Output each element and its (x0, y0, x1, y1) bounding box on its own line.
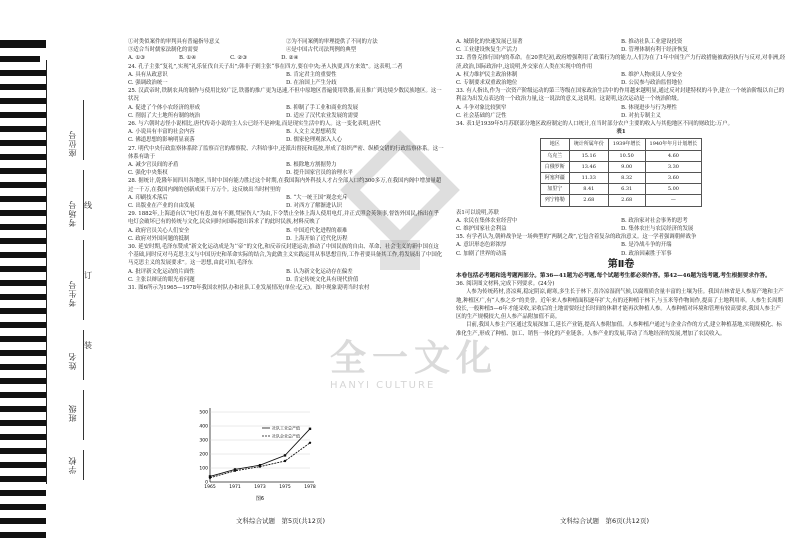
q25-options (128, 104, 444, 120)
table-header: 1940年年月计划增长 (645, 139, 702, 150)
option: B. ①④ (179, 55, 197, 62)
left-column (128, 38, 444, 292)
data-point (309, 428, 311, 430)
table-header: 统计所属年份 (569, 139, 608, 150)
option: A. 农民在集体农业经营中 (456, 217, 518, 224)
field-name: 姓名 (68, 352, 77, 370)
x-tick-label: 1978 (304, 485, 316, 490)
x-tick-label: 1975 (279, 485, 291, 490)
question-27: 27. 明代中央行政监察体系除了监察百官的都察院、六科给事中,还派出督抚和巡按,形成了组织严密、纵横交错的行政监察体系。这一体系有助于 (128, 145, 444, 160)
data-table (540, 138, 703, 206)
option: C. 强化中央集权 (128, 170, 168, 177)
option: D. 儒家伦理观深入人心 (286, 137, 343, 144)
table-row (540, 173, 702, 184)
field-school: 学校 (68, 456, 77, 474)
question-28: 28. 据统计,乾隆年间四川各地区,当时中国有能力胜过这个时期,在我国海内外科技人才占全部人口约300多万,在我国内阁中增加量超过一千万,在我国内阁的创新成果千万万个。这反映出当时村里的 (128, 178, 442, 193)
question-30: 30. 延安时期,毛泽东赞成“新文化运动成是为‘‘帝’’的文化,和反帝反封建运动,推动了中国民族的自由、革命、社会主义的新中国在这个基础,同时反对马克思主义与中国历史和革命实际的结合,为此做主义实践运用从事思想宣传,工作者要具备其工作,将发展出了中国化马克思主义的发展要求”。这一思想,由此可知,毛泽东 (128, 244, 443, 267)
table-cell: 加里宁 (540, 184, 569, 195)
data-point (309, 442, 311, 444)
option: ②为不同案例的审理提供了不同的方法 (286, 39, 378, 45)
option: B. 认为新文化运动存在偏差 (286, 268, 353, 275)
option: B. 是冷战斗争的开端 (621, 242, 672, 249)
option: A. 城镇化的快速发展已显著 (456, 39, 523, 45)
q30-options (128, 268, 444, 284)
option: B. 人文主义思想萌发 (286, 129, 337, 136)
table-cell: 阿塞拜疆 (540, 173, 569, 184)
option: B. 维护人物成员人身安全 (621, 71, 683, 78)
option: B. 肯定君主的重要性 (286, 71, 337, 78)
data-point (259, 465, 261, 467)
table-cell: 15.16 (569, 150, 608, 161)
y-tick-label: 400 (199, 424, 208, 430)
table-cell: 2.68 (569, 195, 608, 206)
table-cell: — (645, 195, 702, 206)
option: C. 削弱了大土地所有制的统治 (128, 112, 201, 119)
watermark-english: HANYI CULTURE (330, 380, 436, 391)
legend-label: 社队企业总产值 (272, 433, 300, 439)
table-cell: 乌克兰 (540, 150, 569, 161)
q29-options (128, 227, 444, 243)
q23-options (128, 38, 444, 54)
y-tick-label: 0 (205, 480, 208, 486)
material-paragraph-2: 目前,我国人参主产区通过发展深加工,延长产业链,提高人参附加值。人参种植户通过与企业合作的方式,建立种植基地,实现规模化、标准化生产,形成了种植、加工、销售一体化的产业链条。人参产业的发展,带动了当地经济的发展,增加了农民收入。 (456, 322, 782, 337)
data-point (209, 477, 211, 479)
question-32: 32. 普鲁克推行国内的革命。在20世纪初,政府增强利用了政策行为的能力,人们为在了1年中间生产力行政措施被政府执行与反对,对非洲,经济,政治,国际政治中,这说明,外交家在人类在实现中的作用 (456, 55, 786, 70)
table-cell: 11.33 (569, 173, 608, 184)
data-point (234, 470, 236, 472)
question-36: 36. 阅读图文材料,完成下列要求。(24分) (456, 281, 555, 288)
option: A. 印刷技术落后 (128, 194, 168, 201)
option: D. 管理体制有利于经济恢复 (621, 47, 688, 54)
table-header: 1939年增长 (608, 139, 645, 150)
option: B. 政治家对社会事务的思考 (621, 217, 688, 224)
seal-word-order: 订 (84, 271, 92, 280)
y-tick-label: 200 (199, 452, 208, 458)
option: C. ②③ (230, 55, 248, 62)
option: C. 加剧了世界的动荡 (456, 250, 507, 257)
option: C. 社会基础的广泛性 (456, 112, 507, 119)
field-class: 班级 (68, 404, 77, 422)
option: B. 推动社队工业建设投资 (621, 39, 683, 45)
question-34-followup: 表1可以说明,苏联 (456, 209, 499, 216)
seal-word-line: 线 (84, 201, 92, 210)
page-footer-left: 文科综合试题 第5页(共12页) (236, 517, 325, 525)
watermark-text: 全一文化 (330, 338, 499, 379)
table-cell: 3.30 (645, 161, 702, 172)
table-header-row (540, 139, 702, 150)
option: B. 抑制了手工业和商业的发展 (286, 104, 359, 111)
option: ④是中国古代司法判例的典型 (286, 47, 357, 54)
table-row (540, 161, 702, 172)
y-tick-label: 500 (199, 410, 208, 416)
option: D. 适应了汉代农业发展的需要 (286, 112, 359, 119)
option: C. 专制要求双重政治地位 (456, 80, 518, 87)
data-point (284, 460, 286, 462)
field-line (83, 100, 84, 160)
field-line (83, 450, 84, 480)
option: A. 斗争对象比较狭窄 (456, 104, 507, 111)
page-footer-right: 文科综合试题 第6页(共12页) (560, 517, 649, 525)
option: D. 在治国上产生分歧 (286, 80, 337, 87)
field-candidate-number: 考生号 (68, 280, 77, 307)
option: A. 减少官员间的矛盾 (128, 162, 179, 169)
question-24: 24. 孔子主张“复礼”,实现“礼乐征伐自天子出”;韩非子则主张“事在四方,要在中央;圣人执要,四方来效”。这表明,二者 (128, 63, 403, 70)
q32-options (456, 71, 786, 87)
option: D. 公民参与政治监督地位 (621, 80, 683, 87)
figure-caption: 图6 (255, 496, 265, 502)
option: C. 主张以辩证的眼光看问题 (128, 276, 195, 283)
legend-label: 社队工业总产值 (272, 425, 300, 431)
option: A. 具有从政意识 (128, 71, 168, 78)
table-row (540, 184, 702, 195)
question-34: 34. 表1是1939年5月苏联部分地区政府制定的人口统计,在当时部分农户主要的收入与其他地区不同的财政比:万户。 (456, 121, 733, 128)
option: C. 政府对外国问题的抵制 (128, 235, 190, 242)
option: A. 促进了个体小农经济的形成 (128, 104, 201, 111)
question-26: 26. 与六朝时志怪小说相比,唐代传奇小说的主人公已经不是神鬼,而是现实生活中的人。这一变化表明,唐代 (128, 121, 381, 128)
q28-options (128, 194, 444, 210)
part-2-title: 第Ⅱ卷 (607, 258, 635, 270)
x-tick-label: 1973 (254, 485, 266, 490)
question-33: 33. 有人指出,作为一次资产阶级运动的第三等级在国家政治生活中的作用越来越明显,通过反对封建特权的斗争,建立一个统治阶级以自己的利益为出发点表达的一个政治力量,这一说法的意义,这说明。这说明,这次运动是一个统治阶级。 (456, 88, 785, 103)
option: A. 意识形态色彩浓厚 (456, 242, 507, 249)
option: C. 佛道思想的影响明显衰落 (128, 137, 195, 144)
q34-options (456, 217, 786, 233)
option: C. 出版业在产业的自由发展 (128, 203, 195, 210)
question-31: 31. 图6所示为1965—1978年我国农村队办和社队工业发展情况(单位:亿元)。图中现象说明当时农村 (128, 285, 370, 292)
table-cell: 白俄罗斯 (540, 161, 569, 172)
table-cell: 3.60 (645, 173, 702, 184)
table-cell: 5.00 (645, 184, 702, 195)
option: B. 体现进步与行为理性 (621, 104, 677, 111)
q35-options (456, 241, 786, 257)
table-cell: 8.41 (569, 184, 608, 195)
option: D. 上海开始了近代化历程 (286, 235, 348, 242)
figure-6-line-chart (190, 404, 320, 504)
option: D. 对西方了解渐进认识 (286, 203, 343, 210)
option: A. 小说具有丰富的社会内容 (128, 129, 195, 136)
table-header: 地区 (540, 139, 569, 150)
option: D. 集体农庄与农民经济的发展 (621, 226, 694, 233)
field-line (83, 330, 84, 380)
data-point (284, 454, 286, 456)
material-paragraph-1: 人参为传统药材,喜凉爽,稳定阴凉,耐寒,多生长于林下,喜冷凉湿润气候,以腐殖质含量丰富的土壤为佳。我国吉林省是人参原产地和主产地,种植区广,有“人参之乡”的美誉。近年来人参种植面积逐年扩大,有的还种植于林下,与玉米等作物间作,提高了土地利用率。人参生长周期较长,一般种植5—6年才能采收,采收后的土地需要经过长时间的休耕才能再次种植人参。人参种植对环境和管理有较高要求,我国人参主产区的生产规模较大,但人参产品附加值不高。 (456, 289, 784, 321)
table-cell: 4.60 (645, 150, 702, 161)
table-cell: 8.32 (608, 173, 645, 184)
option: A. 权力维护民主政治体制 (456, 71, 518, 78)
question-25: 25. 汉武帝时,铁制农具的制作与使用比较广泛,铁器的推广更为迅速,不但中原地区普遍使用铁器,而且推广到边境少数民族地区。这一状况 (128, 88, 442, 103)
seal-word-bind: 装 (84, 341, 92, 350)
option: C. 强调政治统一 (128, 80, 168, 87)
option: B. “大一统王国”观念充斥 (286, 194, 348, 201)
option: A. 批评新文化运动的片面性 (128, 268, 195, 275)
q27-options (128, 161, 444, 177)
y-tick-label: 300 (199, 438, 208, 444)
q24-options (128, 71, 444, 87)
binding-stripes (0, 0, 46, 544)
question-35: 35. 有学者认为,朝鲜战争是一场典型的“两制之战”,它包含着复杂的政治意义。这一学者强调朝鲜战争 (456, 234, 697, 241)
field-line (83, 390, 84, 440)
option: ③适合当时儒家法制化的需要 (128, 47, 199, 54)
option: B. 根除地方割据势力 (286, 162, 337, 169)
table-row (540, 195, 702, 206)
q31-options (456, 38, 786, 54)
option: D. 政治因素胜于军事 (621, 250, 672, 257)
y-tick-label: 100 (199, 466, 208, 472)
q33-options (456, 104, 786, 120)
option: D. 提升国家官员的治理水平 (286, 170, 353, 177)
field-seat-number: 座位号 (68, 130, 77, 157)
table-cell: 列宁格勒 (540, 195, 569, 206)
question-29: 29. 1882年,上海道台以“电灯有患,如有不测,焚屋伤人”为由,下令禁止全体上海人使用电灯,并正式照会英领事,督饬外国民,指出在乎电灯会破坏已有的传统与文化,民众同时向国际提出诉求了的此时民族,材料反映了 (128, 211, 440, 226)
option: C. 维护国家社会利益 (456, 226, 507, 233)
table-cell: 13.46 (569, 161, 608, 172)
table-cell: 10.50 (608, 150, 645, 161)
table-cell: 2.68 (608, 195, 645, 206)
option: B. 中国近代化进程的艰难 (286, 227, 348, 234)
option: A. 政府官员关心人们安全 (128, 227, 190, 234)
option: D. ②④ (281, 55, 299, 62)
table-caption: 表1 (616, 129, 626, 136)
option: C. 工业建设恢复生产活力 (456, 47, 518, 54)
part-2-instructions: 本卷包括必考题和选考题两部分。第36—41题为必考题,每个试题考生都必须作答。第42—46题为选考题,考生根据要求作答。 (456, 273, 771, 280)
x-tick-label: 1965 (204, 485, 216, 490)
option: A. ①③ (128, 55, 145, 62)
table-row (540, 150, 702, 161)
field-room-number: 考场号 (68, 200, 77, 227)
option: D. 肯定传统文化具有现代价值 (286, 276, 359, 283)
q23-choices (128, 54, 444, 62)
right-column (456, 38, 786, 338)
q26-options (128, 128, 444, 144)
x-tick-label: 1971 (229, 485, 241, 490)
table-cell: 6.31 (608, 184, 645, 195)
table-cell: 9.00 (608, 161, 645, 172)
option: D. 对抗专制主义 (621, 112, 661, 119)
option: ①对类似案件的审判具有普遍指导意义 (128, 39, 220, 45)
